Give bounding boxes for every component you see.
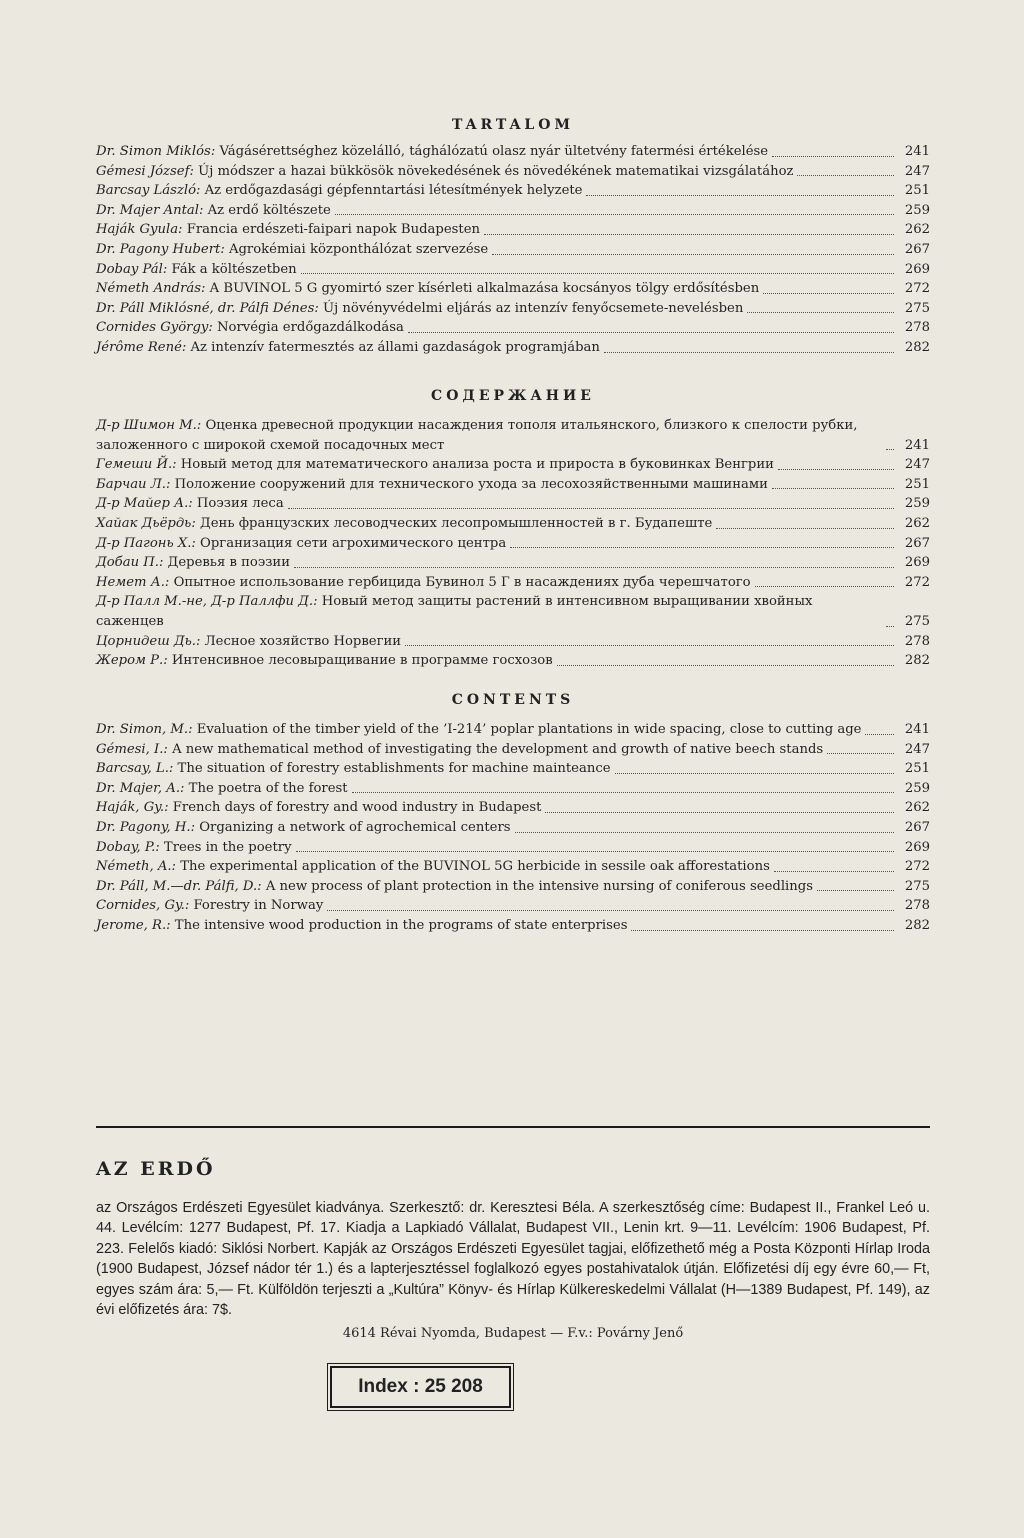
leader-dots bbox=[827, 753, 894, 754]
entry-title: The experimental application of the BUVINOL 5G herbicide in sessile oak afforestations bbox=[176, 859, 770, 875]
entry-title: Vágásérettséghez közelálló, tághálózatú olasz nyár ültetvény fatermési értékelése bbox=[215, 144, 769, 159]
toc-entry bbox=[96, 494, 930, 514]
entry-page: 247 bbox=[904, 457, 930, 473]
entry-page: 278 bbox=[904, 898, 930, 914]
entry-author: Dr. Simon Miklós: bbox=[96, 144, 216, 159]
entry-page: 272 bbox=[904, 859, 930, 875]
entry-author: Dobay Pál: bbox=[96, 261, 168, 277]
entry-title: Forestry in Norway bbox=[189, 898, 324, 914]
entry-author: Dr. Páll, M.—dr. Pálfi, D.: bbox=[96, 878, 262, 894]
entry-author: Немет А.: bbox=[96, 574, 170, 590]
entry-author: Németh, A.: bbox=[96, 859, 176, 875]
entry-title: Norvégia erdőgazdálkodása bbox=[212, 320, 404, 336]
toc-entry bbox=[96, 475, 930, 495]
leader-dots bbox=[772, 488, 894, 489]
leader-dots bbox=[778, 469, 894, 470]
entry-author: Д-р Пагонь Х.: bbox=[96, 535, 196, 551]
entry-page: 272 bbox=[904, 281, 930, 297]
entry-page: 241 bbox=[904, 722, 930, 737]
leader-dots bbox=[763, 293, 894, 294]
entry-title: Лесное хозяйство Норвегии bbox=[200, 633, 402, 649]
section-title: СОДЕРЖАНИЕ bbox=[431, 388, 595, 404]
leader-dots bbox=[886, 449, 894, 450]
toc-entry bbox=[96, 514, 930, 534]
entry-title: A new process of plant protection in the intensive nursing of coniferous seedlings bbox=[261, 878, 813, 894]
toc-entry bbox=[96, 416, 930, 455]
entry-author: Хайак Дьёрдь: bbox=[96, 515, 196, 531]
entry-author: Добаи П.: bbox=[96, 555, 164, 571]
leader-dots bbox=[631, 930, 894, 931]
toc-entry bbox=[96, 779, 930, 799]
toc-entry bbox=[96, 651, 930, 671]
toc-entry bbox=[96, 260, 930, 280]
entry-page: 262 bbox=[904, 515, 930, 531]
leader-dots bbox=[747, 312, 894, 313]
toc-entry bbox=[96, 220, 930, 240]
section-title: CONTENTS bbox=[451, 692, 575, 708]
entry-author: Haják Gyula: bbox=[96, 222, 183, 238]
entry-page: 278 bbox=[904, 633, 930, 649]
entry-author: Dr. Majer, A.: bbox=[96, 780, 185, 796]
entry-author: Dr. Páll Miklósné, dr. Pálfi Dénes: bbox=[96, 300, 319, 316]
entry-title: A new mathematical method of investigating the development and growth of native beech stands bbox=[167, 741, 824, 757]
toc-entry bbox=[96, 916, 930, 936]
leader-dots bbox=[405, 645, 894, 646]
entry-page: 241 bbox=[904, 144, 930, 159]
toc-list bbox=[96, 720, 930, 936]
toc-entry bbox=[96, 798, 930, 818]
leader-dots bbox=[484, 234, 894, 235]
entry-author: Д-р Палл М.-не, Д-р Паллфи Д.: bbox=[96, 594, 318, 610]
entry-page: 269 bbox=[904, 839, 930, 855]
entry-title: Evaluation of the timber yield of the ’I-214’ poplar plantations in wide spacing, close to cutting age bbox=[192, 722, 862, 737]
leader-dots bbox=[510, 547, 894, 548]
toc-entry bbox=[96, 455, 930, 475]
toc-entry bbox=[96, 318, 930, 338]
leader-dots bbox=[772, 156, 894, 157]
leader-dots bbox=[557, 665, 894, 666]
toc-entry bbox=[96, 299, 930, 319]
entry-page: 247 bbox=[904, 163, 930, 179]
entry-author: Jérôme René: bbox=[96, 339, 187, 355]
entry-author: Cornides, Gy.: bbox=[96, 898, 190, 914]
leader-dots bbox=[797, 175, 894, 176]
entry-page: 259 bbox=[904, 496, 930, 512]
leader-dots bbox=[492, 254, 894, 255]
entry-title: Деревья в поэзии bbox=[163, 555, 290, 571]
entry-page: 272 bbox=[904, 574, 930, 590]
leader-dots bbox=[755, 586, 894, 587]
entry-page: 267 bbox=[904, 535, 930, 551]
toc-entry bbox=[96, 759, 930, 779]
leader-dots bbox=[586, 195, 894, 196]
entry-page: 269 bbox=[904, 261, 930, 277]
entry-author: Gémesi, I.: bbox=[96, 741, 168, 757]
toc-entry bbox=[96, 338, 930, 358]
entry-page: 282 bbox=[904, 917, 930, 933]
leader-dots bbox=[886, 626, 894, 627]
entry-author: Цорнидеш Дь.: bbox=[96, 633, 201, 649]
entry-page: 251 bbox=[904, 761, 930, 777]
entry-page: 269 bbox=[904, 555, 930, 571]
leader-dots bbox=[865, 734, 894, 735]
entry-page: 241 bbox=[904, 437, 930, 453]
toc-entry bbox=[96, 142, 930, 162]
index-number: Index : 25 208 bbox=[358, 1376, 483, 1397]
toc-entry bbox=[96, 818, 930, 838]
entry-title: Поэзия леса bbox=[192, 496, 284, 512]
entry-title: Az intenzív fatermesztés az állami gazdaságok programjában bbox=[186, 339, 600, 355]
entry-title: French days of forestry and wood industry in Budapest bbox=[168, 800, 542, 816]
entry-author: Dr. Pagony Hubert: bbox=[96, 241, 225, 257]
index-number-box bbox=[330, 1366, 511, 1408]
printer-line: 4614 Révai Nyomda, Budapest — F.v.: Povárny Jenő bbox=[342, 1326, 684, 1342]
entry-title: Новый метод для математического анализа роста и прироста в буковинках Венгрии bbox=[176, 457, 774, 473]
entry-title: Az erdő költészete bbox=[203, 202, 331, 218]
leader-dots bbox=[615, 773, 894, 774]
entry-author: Dobay, P.: bbox=[96, 839, 160, 855]
entry-author: Гемеши Й.: bbox=[96, 457, 177, 473]
colophon-text: az Országos Erdészeti Egyesület kiadványa. Szerkesztő: dr. Keresztesi Béla. A szerkesztőség címe: Budapest II., Frankel Leó u. 44. Levélcím: 1277 Budapest, Pf. 17. Kiadja a Lapkiadó Vállalat, Budapest VII., Lenin krt. 9—11. Levélcím: 1906 Budapest, Pf. 223. Felelős kiadó: Siklósi Norbert. Kapják az Országos Erdészeti Egyesület tagjai, előfizethető még a Posta Központi Hírlap Iroda (1900 Budapest, József nádor tér 1.) és a lapterjesztéssel foglalkozó egyes postahivatalok útján. Előfizetési díj egy évre 60,— Ft, egyes szám ára: 5,— Ft. Külföldön terjeszti a „Kultúra” Könyv- és Hírlap Külkereskedelmi Vállalat (H—1389 Budapest, Pf. 149), az évi előfizetés ára: 7$. bbox=[96, 1200, 930, 1319]
entry-title: Organizing a network of agrochemical centers bbox=[195, 819, 511, 835]
entry-title: Az erdőgazdasági gépfenntartási létesítmények helyzete bbox=[200, 183, 583, 199]
entry-page: 251 bbox=[904, 183, 930, 199]
entry-title: Francia erdészeti-faipari napok Budapesten bbox=[182, 222, 481, 238]
leader-dots bbox=[352, 792, 894, 793]
entry-page: 278 bbox=[904, 320, 930, 336]
entry-title: A BUVINOL 5 G gyomirtó szer kísérleti alkalmazása kocsányos tölgy erdősítésben bbox=[205, 281, 760, 297]
entry-author: Cornides György: bbox=[96, 320, 213, 336]
entry-page: 282 bbox=[904, 653, 930, 669]
toc-entry bbox=[96, 857, 930, 877]
entry-title: Оценка древесной продукции насаждения тополя итальянского, близкого к спелости рубки, заложенного с широкой схемой посадочных мест bbox=[96, 418, 858, 453]
toc-entry bbox=[96, 240, 930, 260]
toc-entry bbox=[96, 279, 930, 299]
toc-entry bbox=[96, 181, 930, 201]
leader-dots bbox=[545, 812, 894, 813]
toc-entry bbox=[96, 162, 930, 182]
entry-title: Agrokémiai központhálózat szervezése bbox=[224, 241, 489, 257]
toc-entry bbox=[96, 553, 930, 573]
entry-title: Új növényvédelmi eljárás az intenzív fenyőcsemete-nevelésben bbox=[318, 300, 744, 316]
section-soderzhanie bbox=[96, 388, 930, 671]
toc-entry bbox=[96, 573, 930, 593]
entry-page: 267 bbox=[904, 819, 930, 835]
entry-page: 247 bbox=[904, 741, 930, 757]
leader-dots bbox=[301, 273, 894, 274]
leader-dots bbox=[335, 214, 894, 215]
toc-entry bbox=[96, 896, 930, 916]
entry-title: Организация сети агрохимического центра bbox=[195, 535, 507, 551]
leader-dots bbox=[327, 910, 894, 911]
entry-title: День французских лесоводческих лесопромышленностей в г. Будапеште bbox=[195, 515, 713, 531]
toc-entry bbox=[96, 632, 930, 652]
entry-page: 251 bbox=[904, 476, 930, 492]
toc-entry bbox=[96, 592, 930, 631]
section-title: TARTALOM bbox=[452, 117, 574, 133]
entry-title: Опытное использование гербицида Бувинол 5 Г в насаждениях дуба черешчатого bbox=[169, 574, 751, 590]
leader-dots bbox=[515, 832, 894, 833]
leader-dots bbox=[817, 890, 894, 891]
entry-author: Németh András: bbox=[96, 281, 206, 297]
entry-author: Dr. Pagony, H.: bbox=[96, 819, 196, 835]
leader-dots bbox=[716, 528, 894, 529]
entry-author: Haják, Gy.: bbox=[96, 800, 169, 816]
toc-entry bbox=[96, 720, 930, 740]
entry-author: Д-р Шимон М.: bbox=[96, 418, 202, 433]
entry-author: Dr. Simon, M.: bbox=[96, 722, 193, 737]
entry-title: Fák a költészetben bbox=[167, 261, 297, 277]
entry-author: Gémesi József: bbox=[96, 163, 194, 179]
toc-list bbox=[96, 142, 930, 358]
leader-dots bbox=[288, 508, 894, 509]
leader-dots bbox=[296, 851, 894, 852]
entry-page: 262 bbox=[904, 800, 930, 816]
colophon bbox=[96, 1158, 930, 1341]
entry-page: 275 bbox=[904, 878, 930, 894]
entry-author: Barcsay László: bbox=[96, 183, 201, 199]
entry-author: Жером Р.: bbox=[96, 653, 168, 669]
entry-author: Jerome, R.: bbox=[96, 917, 171, 933]
entry-page: 275 bbox=[904, 613, 930, 629]
entry-title: Положение сооружений для технического ухода за лесохозяйственными машинами bbox=[170, 476, 768, 492]
leader-dots bbox=[294, 567, 894, 568]
entry-title: The situation of forestry establishments for machine mainteance bbox=[173, 761, 611, 777]
entry-page: 267 bbox=[904, 241, 930, 257]
entry-title: The intensive wood production in the programs of state enterprises bbox=[170, 917, 628, 933]
toc-entry bbox=[96, 201, 930, 221]
leader-dots bbox=[408, 332, 894, 333]
entry-title: The poetra of the forest bbox=[184, 780, 348, 796]
entry-title: Trees in the poetry bbox=[159, 839, 292, 855]
entry-page: 275 bbox=[904, 300, 930, 316]
toc-entry bbox=[96, 534, 930, 554]
entry-author: Барчаи Л.: bbox=[96, 476, 171, 492]
entry-page: 262 bbox=[904, 222, 930, 238]
entry-author: Barcsay, L.: bbox=[96, 761, 174, 777]
entry-title: Новый метод защиты растений в интенсивном выращивании хвойных саженцев bbox=[96, 594, 813, 629]
section-divider bbox=[96, 1126, 930, 1128]
entry-title: Интенсивное лесовыращивание в программе госхозов bbox=[167, 653, 553, 669]
toc-list bbox=[96, 416, 930, 671]
entry-page: 259 bbox=[904, 202, 930, 218]
toc-entry bbox=[96, 877, 930, 897]
leader-dots bbox=[774, 871, 894, 872]
toc-entry bbox=[96, 740, 930, 760]
entry-author: Д-р Майер А.: bbox=[96, 496, 193, 512]
entry-author: Dr. Majer Antal: bbox=[96, 202, 204, 218]
entry-title: Új módszer a hazai bükkösök növekedésének és növedékének matematikai vizsgálatához bbox=[193, 163, 794, 179]
toc-entry bbox=[96, 838, 930, 858]
journal-title: AZ ERDŐ bbox=[96, 1158, 216, 1180]
leader-dots bbox=[604, 352, 894, 353]
section-tartalom bbox=[96, 117, 930, 358]
entry-page: 282 bbox=[904, 339, 930, 355]
entry-page: 259 bbox=[904, 780, 930, 796]
section-contents bbox=[96, 692, 930, 936]
